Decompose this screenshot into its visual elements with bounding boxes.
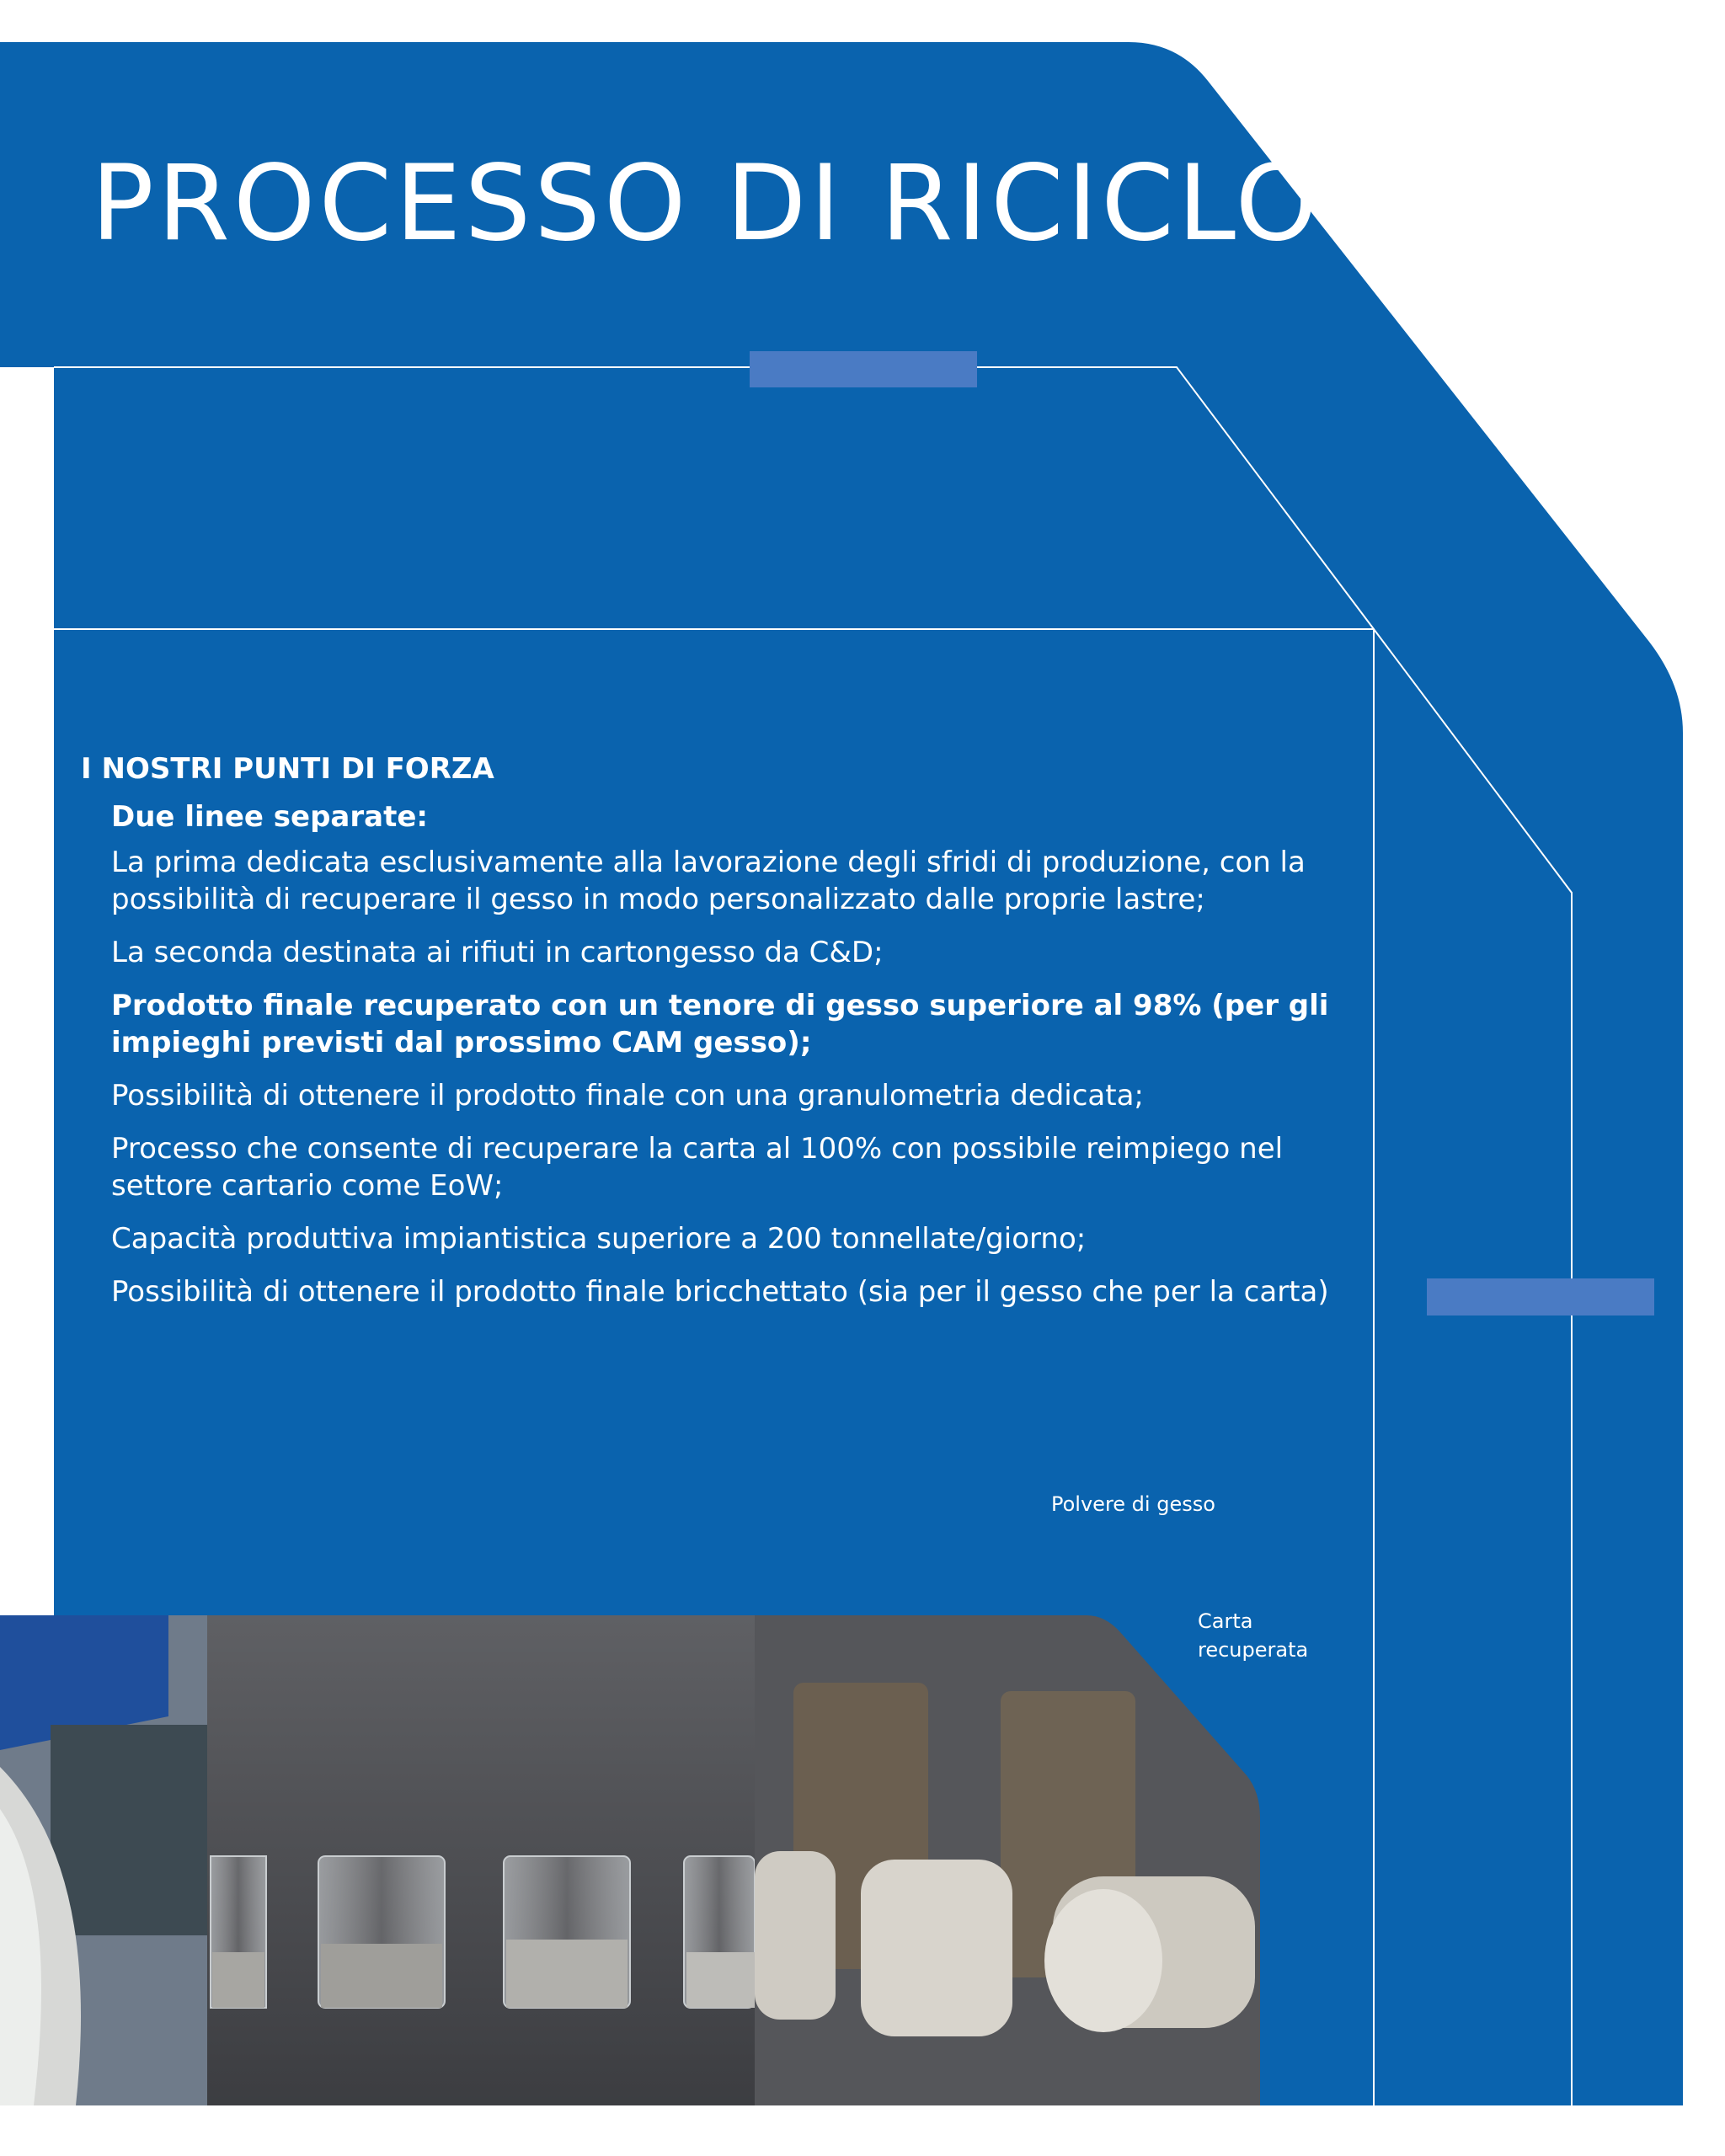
gypsum-granules-beakers-photo [207,1615,755,2105]
list-item: Due linee separate: [111,800,428,834]
caption-line: recuperata [1198,1638,1309,1662]
list-item: La prima dedicata esclusivamente alla lavorazione degli sfridi di produzione, con la possibilità di recuperare il gesso in modo personalizzato dalle proprie lastre; [111,846,1306,916]
list-item: Prodotto finale recuperato con un tenore di gesso superiore al 98% (per gli impieghi previsti dal prossimo CAM gesso); [111,989,1329,1059]
caption-gypsum-powder: Polvere di gesso [1051,1492,1215,1516]
list-item: Capacità produttiva impiantistica superiore a 200 tonnellate/giorno; [111,1222,1087,1256]
list-item: Possibilità di ottenere il prodotto finale bricchettato (sia per il gesso che per la carta) [111,1275,1329,1309]
gypsum-powder-conveyor-photo [0,1615,207,2105]
strengths-list [111,798,1358,1326]
accent-bar-right [1427,1278,1654,1315]
caption-line: Carta [1198,1609,1253,1633]
photo-strip [0,1615,1260,2105]
briquettes-photo [755,1615,1260,2105]
accent-bar-top [750,351,977,387]
list-item: Processo che consente di recuperare la carta al 100% con possibile reimpiego nel settore cartario come EoW; [111,1132,1284,1203]
list-item: La seconda destinata ai rifiuti in cartongesso da C&D; [111,936,884,969]
list-item: Possibilità di ottenere il prodotto finale con una granulometria dedicata; [111,1079,1144,1113]
strengths-heading: I NOSTRI PUNTI DI FORZA [81,752,494,786]
page-title: PROCESSO DI RICICLO [91,143,1322,264]
